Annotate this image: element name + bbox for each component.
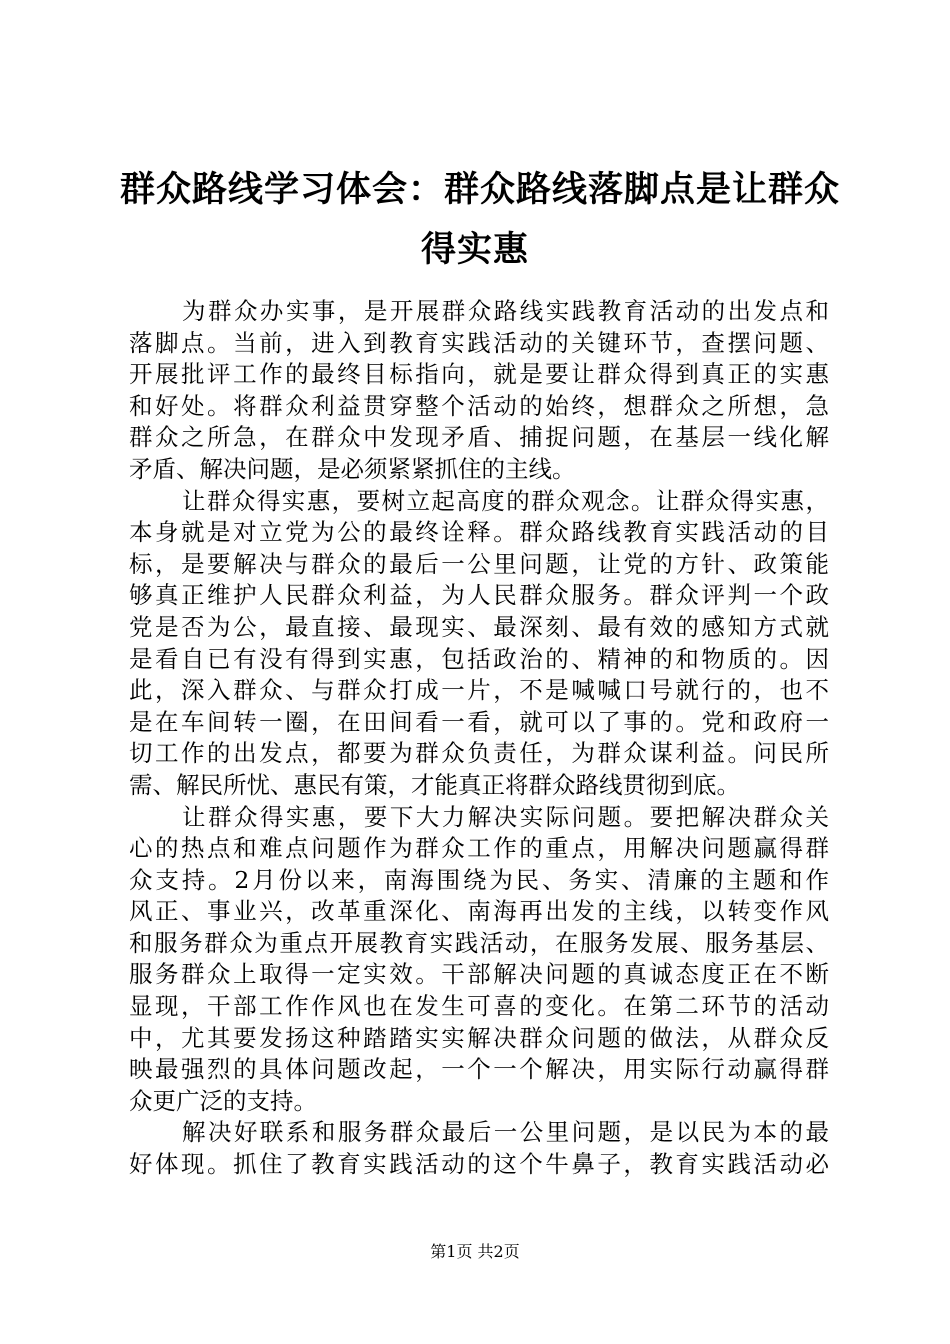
text-line: 中，尤其要发扬这种踏踏实实解决群众问题的做法，从群众反	[129, 1023, 829, 1052]
title-line: 得实惠	[420, 229, 529, 270]
text-line: 众支持。2月份以来，南海围绕为民、务实、清廉的主题和作	[129, 865, 829, 894]
text-line: 解决好联系和服务群众最后一公里问题，是以民为本的最	[182, 1118, 829, 1147]
text-line: 让群众得实惠，要树立起高度的群众观念。让群众得实惠，	[182, 486, 829, 515]
text-line: 让群众得实惠，要下大力解决实际问题。要把解决群众关	[182, 802, 829, 831]
text-line: 需、解民所忧、惠民有策，才能真正将群众路线贯彻到底。	[129, 770, 740, 799]
text-line: 众更广泛的支持。	[129, 1086, 317, 1115]
text-line: 显现，干部工作作风也在发生可喜的变化。在第二环节的活动	[129, 992, 829, 1021]
document-body	[129, 296, 829, 1181]
text-line: 心的热点和难点问题作为群众工作的重点，用解决问题赢得群	[129, 834, 829, 863]
paragraph	[129, 802, 829, 1118]
text-line: 标，是要解决与群众的最后一公里问题，让党的方针、政策能	[129, 549, 829, 578]
text-line: 开展批评工作的最终目标指向，就是要让群众得到真正的实惠	[129, 360, 829, 389]
text-line: 服务群众上取得一定实效。干部解决问题的真诚态度正在不断	[129, 960, 829, 989]
paragraph	[129, 296, 829, 486]
paragraph	[129, 1117, 829, 1180]
text-line: 风正、事业兴，改革重深化、南海再出发的主线，以转变作风	[129, 897, 829, 926]
document-title	[120, 160, 841, 280]
text-line: 落脚点。当前，进入到教育实践活动的关键环节，查摆问题、	[129, 328, 829, 357]
text-line: 和服务群众为重点开展教育实践活动，在服务发展、服务基层、	[129, 928, 829, 957]
text-line: 切工作的出发点，都要为群众负责任，为群众谋利益。问民所	[129, 739, 829, 768]
text-line: 群众之所急，在群众中发现矛盾、捕捉问题，在基层一线化解	[129, 423, 829, 452]
text-line: 矛盾、解决问题，是必须紧紧抓住的主线。	[129, 454, 576, 483]
text-line: 够真正维护人民群众利益，为人民群众服务。群众评判一个政	[129, 581, 829, 610]
title-line: 群众路线学习体会：群众路线落脚点是让群众	[120, 169, 841, 210]
paragraph	[129, 486, 829, 802]
text-line: 是在车间转一圈，在田间看一看，就可以了事的。党和政府一	[129, 707, 829, 736]
text-line: 映最强烈的具体问题改起，一个一个解决，用实际行动赢得群	[129, 1055, 829, 1084]
text-line: 是看自已有没有得到实惠，包括政治的、精神的和物质的。因	[129, 644, 829, 673]
text-line: 为群众办实事，是开展群众路线实践教育活动的出发点和	[182, 297, 829, 325]
text-line: 此，深入群众、与群众打成一片，不是喊喊口号就行的，也不	[129, 676, 829, 705]
text-line: 和好处。将群众利益贯穿整个活动的始终，想群众之所想，急	[129, 391, 829, 420]
page-footer: 第1页 共2页	[430, 1242, 520, 1261]
text-line: 党是否为公，最直接、最现实、最深刻、最有效的感知方式就	[129, 612, 829, 641]
text-line: 好体现。抓住了教育实践活动的这个牛鼻子，教育实践活动必	[129, 1150, 829, 1179]
text-line: 本身就是对立党为公的最终诠释。群众路线教育实践活动的目	[129, 518, 829, 547]
